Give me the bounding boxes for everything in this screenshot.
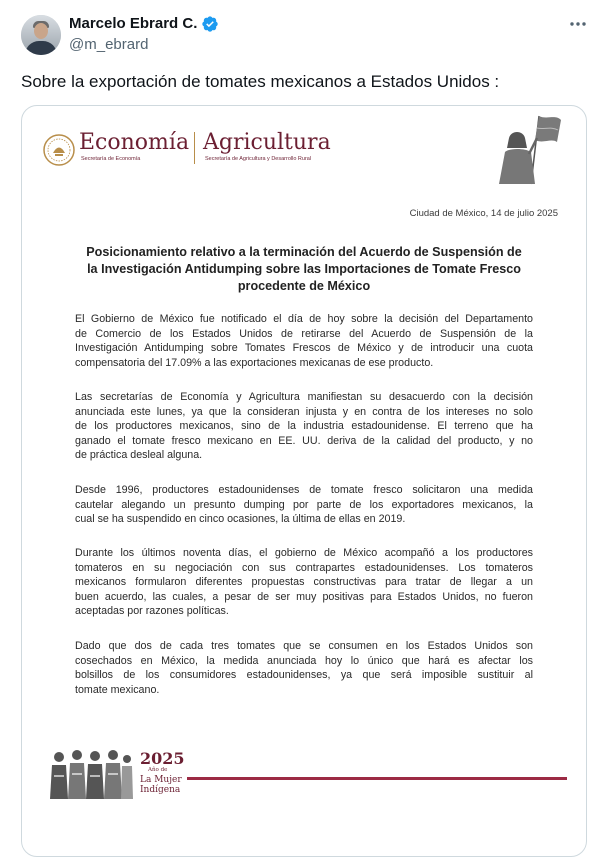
brand-agricultura: Agricultura <box>203 130 331 155</box>
document-paragraph-3 <box>75 483 533 527</box>
paragraph-line: El Gobierno de México fue notificado el día de hoy sobre la decisión del Departamento <box>75 313 533 325</box>
author-avatar[interactable] <box>21 15 61 55</box>
paragraph-line: buen acuerdo, las cuales, a pesar de ser muy positivas para Estados Unidos, no fueron <box>75 590 533 603</box>
paragraph-line: de práctica desleal alguna. <box>75 449 203 462</box>
document-title-line: procedente de México <box>237 279 371 293</box>
paragraph-line: cautelar alegando un presunto dumping por parte de los exportadores mexicanos, la <box>75 498 533 511</box>
paragraph-line: ganado el tomate fresco mexicano en EE. UU. deriva de la calidad del producto, y no <box>75 434 533 447</box>
flag-woman-illustration <box>485 108 563 186</box>
verified-badge-icon <box>201 15 219 33</box>
brand-agricultura-subtitle: Secretaría de Agricultura y Desarrollo Rural <box>205 156 312 162</box>
paragraph-line: Las secretarías de Economía y Agricultura manifiestan su desacuerdo con la decisión <box>75 391 533 403</box>
paragraph-line: tomate mexicano. <box>75 683 160 696</box>
document-title-line: Posicionamiento relativo a la terminación del Acuerdo de Suspensión de <box>86 245 522 259</box>
paragraph-line: compensatoria del 17.09% a las exportaciones mexicanas de ese producto. <box>75 356 434 369</box>
brand-divider <box>194 132 195 164</box>
paragraph-line: cosechados en México, la medida anunciada hoy lo único que hará es afectar los <box>75 654 533 667</box>
footer-year: 2025 <box>140 749 185 768</box>
paragraph-line: Desde 1996, productores estadounidenses de tomate fresco solicitaron una medida <box>75 484 533 496</box>
document-paragraph-5 <box>75 639 533 697</box>
author-name[interactable]: Marcelo Ebrard C. <box>69 15 198 32</box>
paragraph-line: aceptadas por razones políticas. <box>75 605 229 618</box>
paragraph-line: Investigación Antidumping sobre Tomates Frescos de México y de introducir una cuota <box>75 342 533 355</box>
paragraph-line: mexicanos formularon diferentes propuestas constructivas para tratar de llegar a un <box>75 576 533 589</box>
paragraph-line: tomateros en su negociación con sus contrapartes estadounidenses. Los tomateros <box>75 561 533 574</box>
document-title-line: la Investigación Antidumping sobre las Importaciones de Tomate Fresco <box>87 262 521 276</box>
brand-economia-subtitle: Secretaría de Economía <box>81 156 141 162</box>
brand-economia: Economía <box>79 130 190 155</box>
post-text: Sobre la exportación de tomates mexicanos a Estados Unidos : <box>21 72 500 91</box>
document-paragraph-4 <box>75 546 533 619</box>
footer-line1: Año de <box>148 767 168 773</box>
paragraph-line: bolsillos de los consumidores estadounidenses, ya que será imposible sustituir al <box>75 669 533 682</box>
paragraph-line: Dado que dos de cada tres tomates que se consumen en los Estados Unidos son <box>75 640 533 652</box>
indigenous-women-illustration <box>47 745 133 799</box>
paragraph-line: cual se ha suspendido en cinco ocasiones, la última de ellas en 2019. <box>75 513 406 526</box>
document-paragraph-2 <box>75 390 533 463</box>
paragraph-line: de los productores mexicanos, sino de la industria estadounidense. El terreno que ha <box>75 420 533 433</box>
paragraph-line: Durante los últimos noventa días, el gobierno de México acompañó a los productores <box>75 547 533 559</box>
attached-document-image[interactable] <box>21 105 587 857</box>
more-options-icon[interactable] <box>567 13 589 35</box>
footer-line2: La Mujer <box>140 775 182 785</box>
document-paragraph-1 <box>75 312 533 370</box>
paragraph-line: de Comercio de los Estados Unidos de retirarse del Acuerdo de Suspensión de la <box>75 327 533 340</box>
paragraph-line: anunciada este lunes, ya que la consideran injusta y en contra de los intereses no solo <box>75 405 533 418</box>
footer-line3: Indígena <box>140 785 181 795</box>
document-date: Ciudad de México, 14 de julio 2025 <box>409 208 558 219</box>
author-handle[interactable]: @m_ebrard <box>69 36 149 53</box>
document-title <box>62 244 546 295</box>
coat-of-arms-icon <box>42 133 76 167</box>
footer-rule <box>187 777 567 780</box>
